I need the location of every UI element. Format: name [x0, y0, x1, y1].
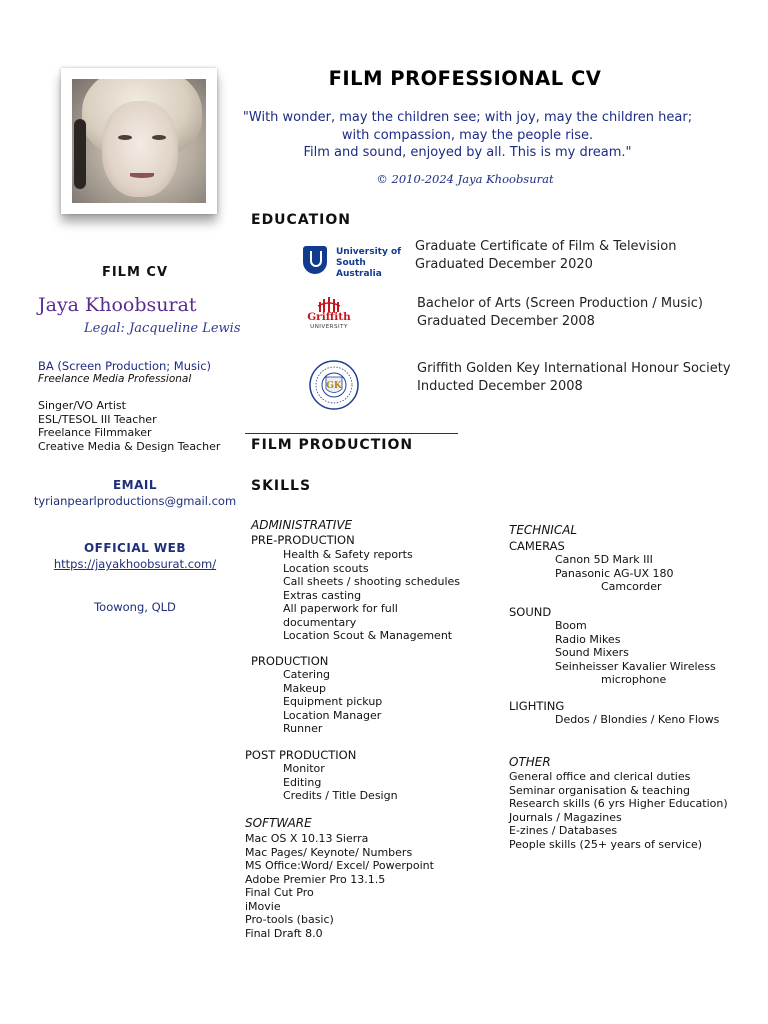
list-item: Monitor	[283, 762, 325, 775]
list-item: Research skills (6 yrs Higher Education)	[509, 797, 728, 810]
cameras-list	[555, 553, 674, 594]
location: Toowong, QLD	[94, 600, 176, 614]
person-name: Jaya Khoobsurat	[38, 294, 197, 316]
list-item: MS Office:Word/ Excel/ Powerpoint	[245, 859, 434, 872]
profile-photo-frame	[61, 68, 217, 214]
quote-line: "With wonder, may the children see; with joy, may the children hear;	[242, 110, 693, 125]
page-title: FILM PROFESSIONAL CV	[328, 67, 602, 90]
list-item: Mac Pages/ Keynote/ Numbers	[245, 845, 413, 859]
professional-subtitle: Freelance Media Professional	[38, 373, 192, 385]
profile-photo	[72, 79, 206, 203]
software-label: SOFTWARE	[245, 816, 312, 830]
list-item: Runner	[283, 722, 323, 735]
role-item: Singer/VO Artist	[38, 399, 126, 412]
list-item: Extras casting	[283, 588, 362, 602]
list-item: Mac OS X 10.13 Sierra	[245, 832, 369, 845]
list-item: Makeup	[283, 681, 326, 695]
list-item: Seminar organisation & teaching	[509, 783, 691, 797]
role-item: Freelance Filmmaker	[38, 426, 152, 440]
unisa-logo	[303, 244, 411, 278]
quote-line: Film and sound, enjoyed by all. This is my dream."	[303, 145, 632, 160]
education-heading: EDUCATION	[251, 212, 351, 228]
list-item: Panasonic AG-UX 180	[555, 566, 674, 580]
list-item: Health & Safety reports	[283, 548, 413, 561]
cameras-label: CAMERAS	[509, 539, 565, 553]
list-item: Equipment pickup	[283, 695, 383, 708]
pre-production-list	[283, 548, 460, 643]
education-title: Griffith Golden Key International Honour Society	[417, 361, 731, 376]
list-item: Canon 5D Mark III	[555, 553, 653, 566]
list-item: Editing	[283, 775, 322, 789]
film-production-heading: FILM PRODUCTION	[251, 437, 414, 453]
list-item: All paperwork for full	[283, 602, 398, 615]
pre-production-label: PRE-PRODUCTION	[251, 533, 355, 547]
logo-text: UNIVERSITY	[310, 324, 348, 330]
logo-text: University of	[336, 247, 402, 257]
education-title: Graduate Certificate of Film & Television	[415, 239, 677, 254]
quote	[240, 109, 695, 162]
list-item: Sound Mixers	[555, 646, 629, 659]
list-item: E-zines / Databases	[509, 824, 618, 837]
skills-heading: SKILLS	[251, 478, 312, 494]
list-item: Location scouts	[283, 561, 369, 575]
list-item: Location Scout & Management	[283, 629, 453, 642]
list-item: Adobe Premier Pro 13.1.5	[245, 872, 386, 886]
education-date: Graduated December 2008	[417, 313, 595, 329]
list-item: Final Draft 8.0	[245, 926, 323, 940]
website-link[interactable]: https://jayakhoobsurat.com/	[53, 557, 217, 571]
list-item: Seinheisser Kavalier Wireless	[555, 659, 716, 673]
role-item: Creative Media & Design Teacher	[38, 439, 221, 453]
roles-list	[38, 399, 220, 453]
education-date: Inducted December 2008	[417, 378, 583, 394]
other-label: OTHER	[509, 755, 551, 769]
list-item: iMovie	[245, 899, 281, 913]
production-list	[283, 668, 382, 736]
education-item	[415, 238, 676, 273]
role-item: ESL/TESOL III Teacher	[38, 412, 157, 426]
list-item: Radio Mikes	[555, 632, 621, 646]
administrative-label: ADMINISTRATIVE	[251, 518, 353, 532]
other-list	[509, 770, 728, 851]
education-item	[417, 360, 731, 395]
golden-key-seal-icon	[306, 359, 362, 411]
film-cv-heading: FILM CV	[101, 265, 169, 280]
seal-letters: GK	[326, 381, 342, 391]
legal-name: Legal: Jacqueline Lewis	[84, 321, 241, 336]
sound-label: SOUND	[509, 605, 552, 619]
web-heading: OFFICIAL WEB	[83, 541, 187, 555]
list-item-continuation: microphone	[601, 673, 667, 686]
quote-line: with compassion, may the people rise.	[341, 127, 594, 143]
section-divider	[245, 433, 458, 434]
education-title: Bachelor of Arts (Screen Production / Music)	[417, 296, 703, 311]
post-production-list	[283, 762, 398, 803]
post-production-label: POST PRODUCTION	[245, 748, 357, 762]
sound-list	[555, 619, 716, 687]
list-item: Journals / Magazines	[509, 810, 622, 824]
degree: BA (Screen Production; Music)	[38, 359, 212, 373]
lighting-label: LIGHTING	[509, 699, 565, 713]
technical-label: TECHNICAL	[509, 523, 578, 537]
list-item: Boom	[555, 619, 587, 632]
griffith-emblem-icon	[316, 296, 342, 312]
list-item: Credits / Title Design	[283, 789, 398, 802]
logo-text: South Australia	[336, 258, 382, 279]
email-link[interactable]: tyrianpearlproductions@gmail.com	[33, 494, 237, 508]
education-date: Graduated December 2020	[415, 256, 593, 272]
production-label: PRODUCTION	[251, 654, 329, 668]
list-item: General office and clerical duties	[509, 770, 691, 783]
griffith-logo	[306, 296, 352, 332]
list-item: Final Cut Pro	[245, 886, 314, 899]
list-item-continuation: Camcorder	[601, 580, 662, 593]
list-item: People skills (25+ years of service)	[509, 837, 703, 851]
list-item: Catering	[283, 668, 331, 681]
list-item: Pro-tools (basic)	[245, 913, 334, 926]
email-heading: EMAIL	[112, 478, 158, 492]
software-list	[245, 832, 434, 940]
list-item: Location Manager	[283, 708, 382, 722]
education-item	[417, 295, 703, 330]
lighting-list	[555, 713, 719, 727]
copyright: © 2010-2024 Jaya Khoobsurat	[376, 172, 554, 186]
list-item: Dedos / Blondies / Keno Flows	[555, 713, 720, 726]
unisa-shield-icon	[303, 246, 327, 274]
list-item: Call sheets / shooting schedules	[283, 575, 461, 588]
list-item: documentary	[283, 615, 357, 629]
logo-text: Griffith	[307, 311, 351, 323]
